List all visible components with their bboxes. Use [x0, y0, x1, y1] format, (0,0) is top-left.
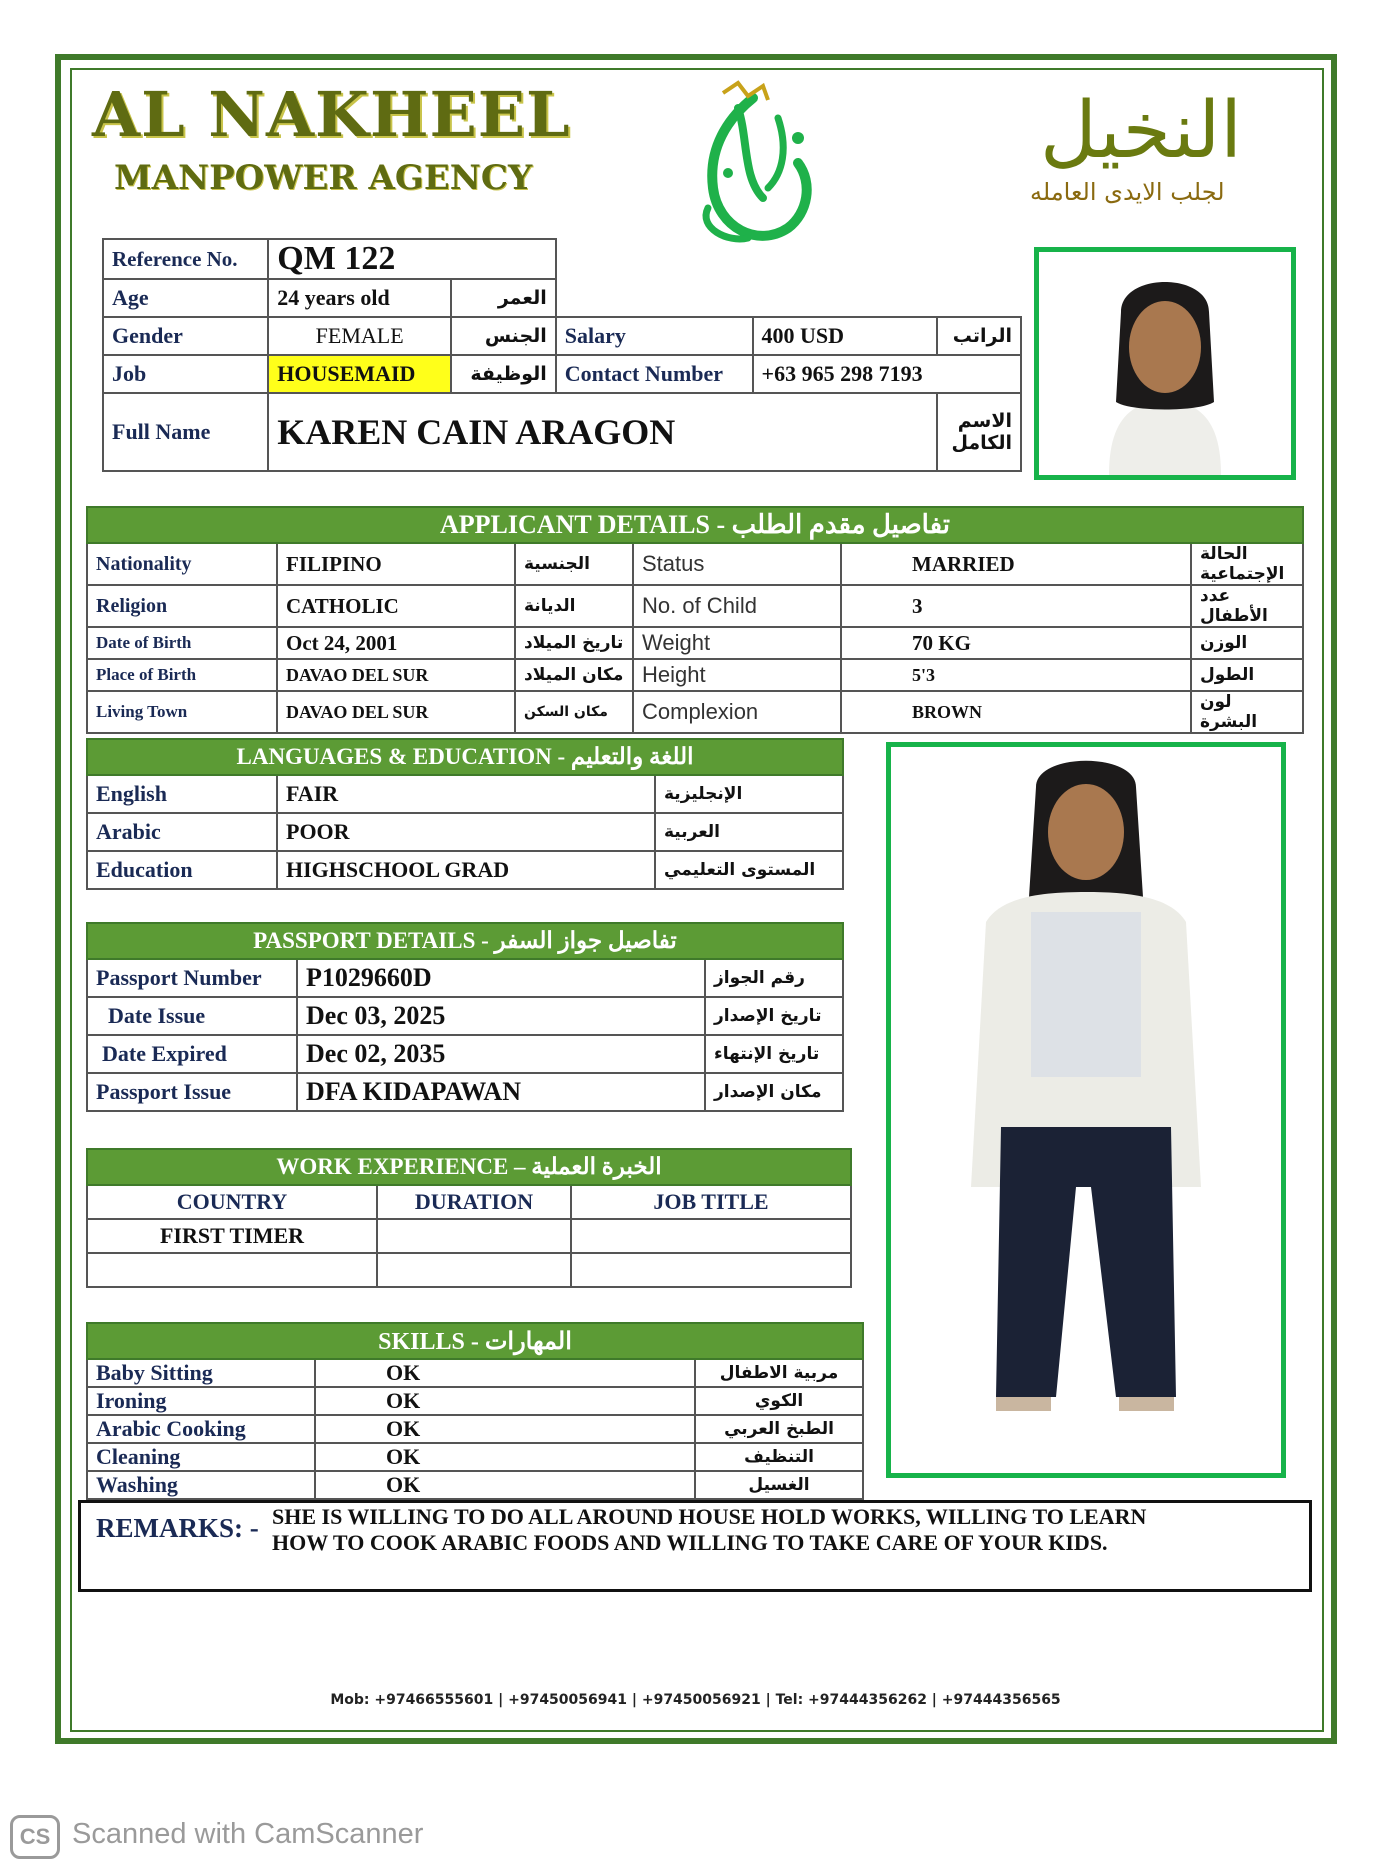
- gender-label: Gender: [103, 317, 268, 355]
- profile-table: [102, 238, 1022, 472]
- salary-label: Salary: [556, 317, 753, 355]
- applicant-details-table: [86, 506, 1304, 734]
- fullname-label: Full Name: [103, 393, 268, 471]
- agency-name-en: AL NAKHEEL: [92, 78, 571, 151]
- work-experience-table: [86, 1148, 852, 1288]
- table-row: Nationality FILIPINO الجنسية Status MARRIED الحالة الإجتماعية: [87, 543, 1303, 585]
- full-body-image: [891, 747, 1281, 1473]
- table-row: Religion CATHOLIC الديانة No. of Child 3 عدد الأطفال: [87, 585, 1303, 627]
- remarks-label: REMARKS: -: [96, 1513, 259, 1543]
- camscanner-logo-icon: CS: [10, 1815, 60, 1859]
- agency-subtitle-en: MANPOWER AGENCY: [114, 158, 533, 198]
- gender-ar: الجنس: [451, 317, 556, 355]
- contact-label: Contact Number: [556, 355, 753, 393]
- table-row: Passport Number P1029660D رقم الجواز: [87, 959, 843, 997]
- skills-header: SKILLS - المهارات: [87, 1323, 863, 1359]
- palm-calligraphy-logo: [668, 78, 838, 258]
- job-label: Job: [103, 355, 268, 393]
- table-row: Ironing OK الكوي: [87, 1387, 863, 1415]
- reference-value: QM 122: [268, 239, 556, 279]
- languages-education-table: [86, 738, 844, 890]
- passport-details-header: PASSPORT DETAILS - تفاصيل جواز السفر: [87, 923, 843, 959]
- age-value: 24 years old: [268, 279, 451, 317]
- table-row: Education HIGHSCHOOL GRAD المستوى التعليمي: [87, 851, 843, 889]
- reference-label: Reference No.: [103, 239, 268, 279]
- languages-education-header: LANGUAGES & EDUCATION - اللغة والتعليم: [87, 739, 843, 775]
- table-row: Cleaning OK التنظيف: [87, 1443, 863, 1471]
- applicant-full-body-photo: [886, 742, 1286, 1478]
- table-row: Living Town DAVAO DEL SUR مكان السكن Complexion BROWN لون البشرة: [87, 691, 1303, 733]
- agency-name-ar: النخيل: [1040, 86, 1242, 176]
- job-value: HOUSEMAID: [268, 355, 451, 393]
- table-row: English FAIR الإنجليزية: [87, 775, 843, 813]
- footer-contacts: Mob: +97466555601 | +97450056941 | +97450056921 | Tel: +97444356262 | +97444356565: [330, 1692, 1061, 1708]
- age-ar: العمر: [451, 279, 556, 317]
- agency-subtitle-ar: لجلب الايدى العامله: [1030, 178, 1225, 206]
- skills-table: [86, 1322, 864, 1500]
- table-row: Date Issue Dec 03, 2025 تاريخ الإصدار: [87, 997, 843, 1035]
- remarks-text: [272, 1504, 1272, 1556]
- applicant-details-header: APPLICANT DETAILS - تفاصيل مقدم الطلب: [87, 507, 1303, 543]
- table-row: [87, 1253, 851, 1287]
- remarks-line-1: SHE IS WILLING TO DO ALL AROUND HOUSE HOLD WORKS, WILLING TO LEARN: [272, 1504, 1147, 1529]
- passport-details-table: [86, 922, 844, 1112]
- salary-ar: الراتب: [937, 317, 1021, 355]
- table-row: Place of Birth DAVAO DEL SUR مكان الميلاد Height 5'3 الطول: [87, 659, 1303, 691]
- camscanner-watermark: Scanned with CamScanner: [72, 1818, 424, 1850]
- job-ar: الوظيفة: [451, 355, 556, 393]
- table-row: Arabic Cooking OK الطبخ العربي: [87, 1415, 863, 1443]
- col-job-title: JOB TITLE: [571, 1185, 851, 1219]
- work-experience-header: WORK EXPERIENCE – الخبرة العملية: [87, 1149, 851, 1185]
- col-duration: DURATION: [377, 1185, 571, 1219]
- contact-value: +63 965 298 7193: [753, 355, 1021, 393]
- table-row: Washing OK الغسيل: [87, 1471, 863, 1499]
- age-label: Age: [103, 279, 268, 317]
- table-row: Date of Birth Oct 24, 2001 تاريخ الميلاد Weight 70 KG الوزن: [87, 627, 1303, 659]
- gender-value: FEMALE: [268, 317, 451, 355]
- col-country: COUNTRY: [87, 1185, 377, 1219]
- table-row: Passport Issue DFA KIDAPAWAN مكان الإصدار: [87, 1073, 843, 1111]
- fullname-ar: الاسم الكامل: [937, 393, 1021, 471]
- headshot-image: [1039, 252, 1291, 475]
- fullname-value: KAREN CAIN ARAGON: [268, 393, 937, 471]
- table-row: Baby Sitting OK مربية الاطفال: [87, 1359, 863, 1387]
- table-row: Date Expired Dec 02, 2035 تاريخ الإنتهاء: [87, 1035, 843, 1073]
- applicant-headshot: [1034, 247, 1296, 480]
- salary-value: 400 USD: [753, 317, 937, 355]
- remarks-line-2: HOW TO COOK ARABIC FOODS AND WILLING TO TAKE CARE OF YOUR KIDS.: [272, 1530, 1108, 1555]
- table-row: Arabic POOR العربية: [87, 813, 843, 851]
- table-row: FIRST TIMER: [87, 1219, 851, 1253]
